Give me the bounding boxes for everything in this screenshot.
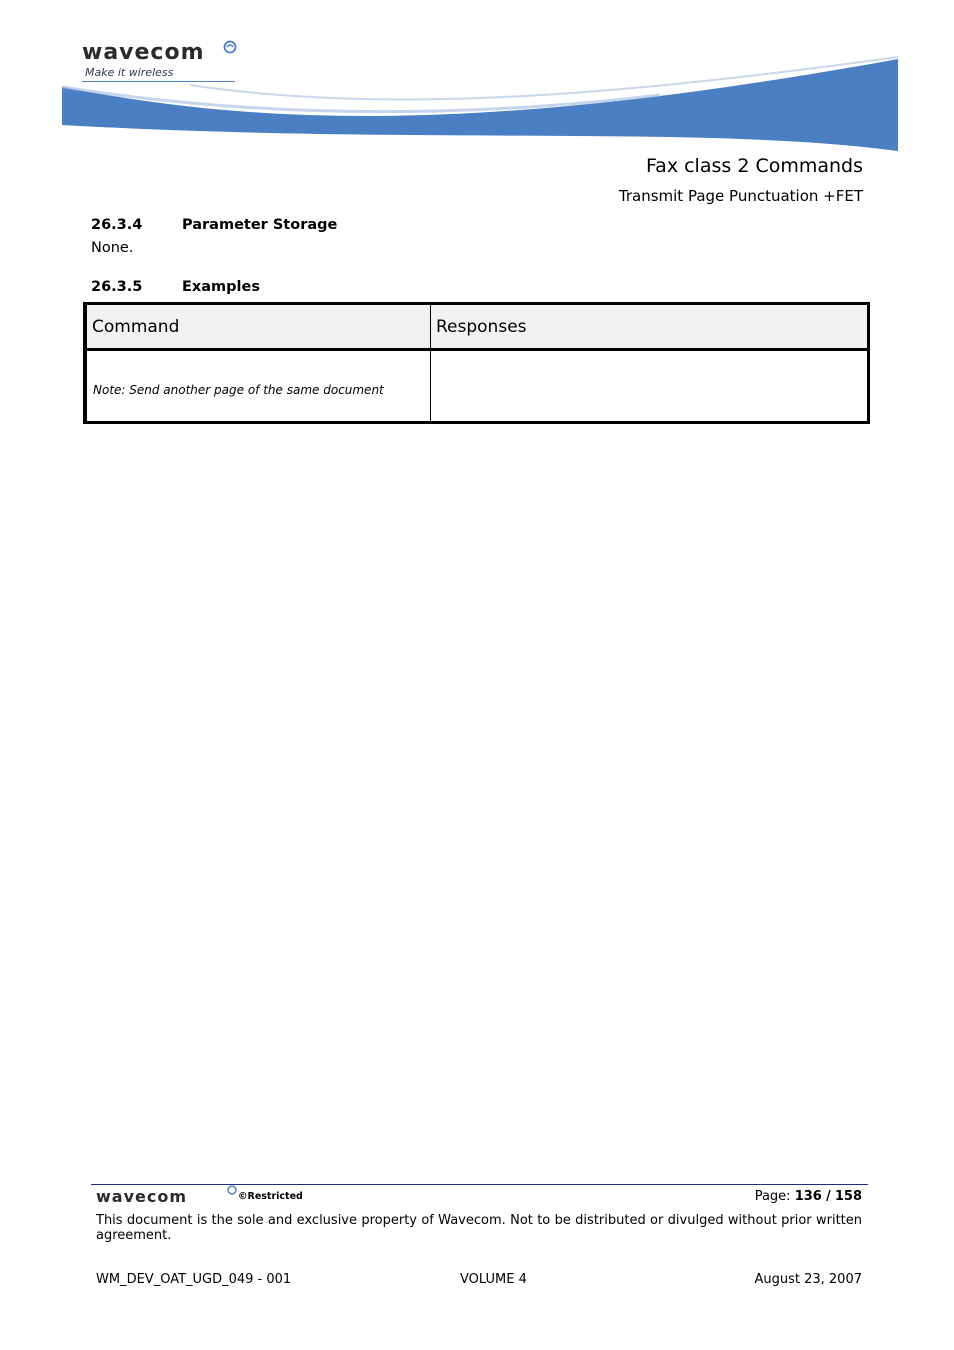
page-separator: / [825, 1189, 831, 1204]
section-heading-parameter-storage [91, 217, 337, 233]
table-header-row [86, 305, 867, 351]
chapter-title: Fax class 2 Commands [646, 155, 863, 177]
table-row [86, 351, 867, 421]
section-number: 26.3.5 [91, 279, 143, 295]
wavecom-swirl-icon [223, 40, 237, 54]
page-current: 136 [794, 1189, 822, 1204]
footer-logo [96, 1185, 326, 1207]
cell-command [86, 351, 431, 421]
section-number: 26.3.4 [91, 217, 143, 233]
header-label: Responses [436, 317, 527, 337]
cell-response [431, 351, 867, 421]
brand-tagline: Make it wireless [85, 66, 174, 79]
command-note: Note: Send another page of the same document [93, 383, 384, 397]
section-title: Examples [182, 279, 260, 295]
page-total: 158 [834, 1189, 862, 1204]
footer-disclaimer: This document is the sole and exclusive property of Wavecom. Not to be distributed or divulged without prior written agreement. [96, 1213, 862, 1243]
wavecom-swirl-icon [227, 1185, 237, 1195]
section-heading-examples [91, 279, 260, 295]
section-subtitle: Transmit Page Punctuation +FET [618, 187, 863, 205]
section-body: None. [91, 240, 134, 256]
page-number [755, 1189, 862, 1204]
section-title: Parameter Storage [182, 217, 338, 233]
header-label: Command [92, 317, 180, 337]
doc-date: August 23, 2007 [754, 1272, 862, 1287]
header-banner [60, 55, 900, 155]
brand-wordmark: wavecom [82, 40, 205, 65]
restricted-label: ©Restricted [238, 1191, 303, 1202]
header-cell-command [86, 305, 431, 348]
footer-brand-wordmark: wavecom [96, 1187, 188, 1206]
doc-reference: WM_DEV_OAT_UGD_049 - 001 [96, 1272, 292, 1287]
header-cell-responses [431, 305, 867, 348]
examples-table [83, 302, 870, 424]
volume-label: VOLUME 4 [460, 1272, 527, 1287]
page-label: Page: [754, 1189, 791, 1204]
